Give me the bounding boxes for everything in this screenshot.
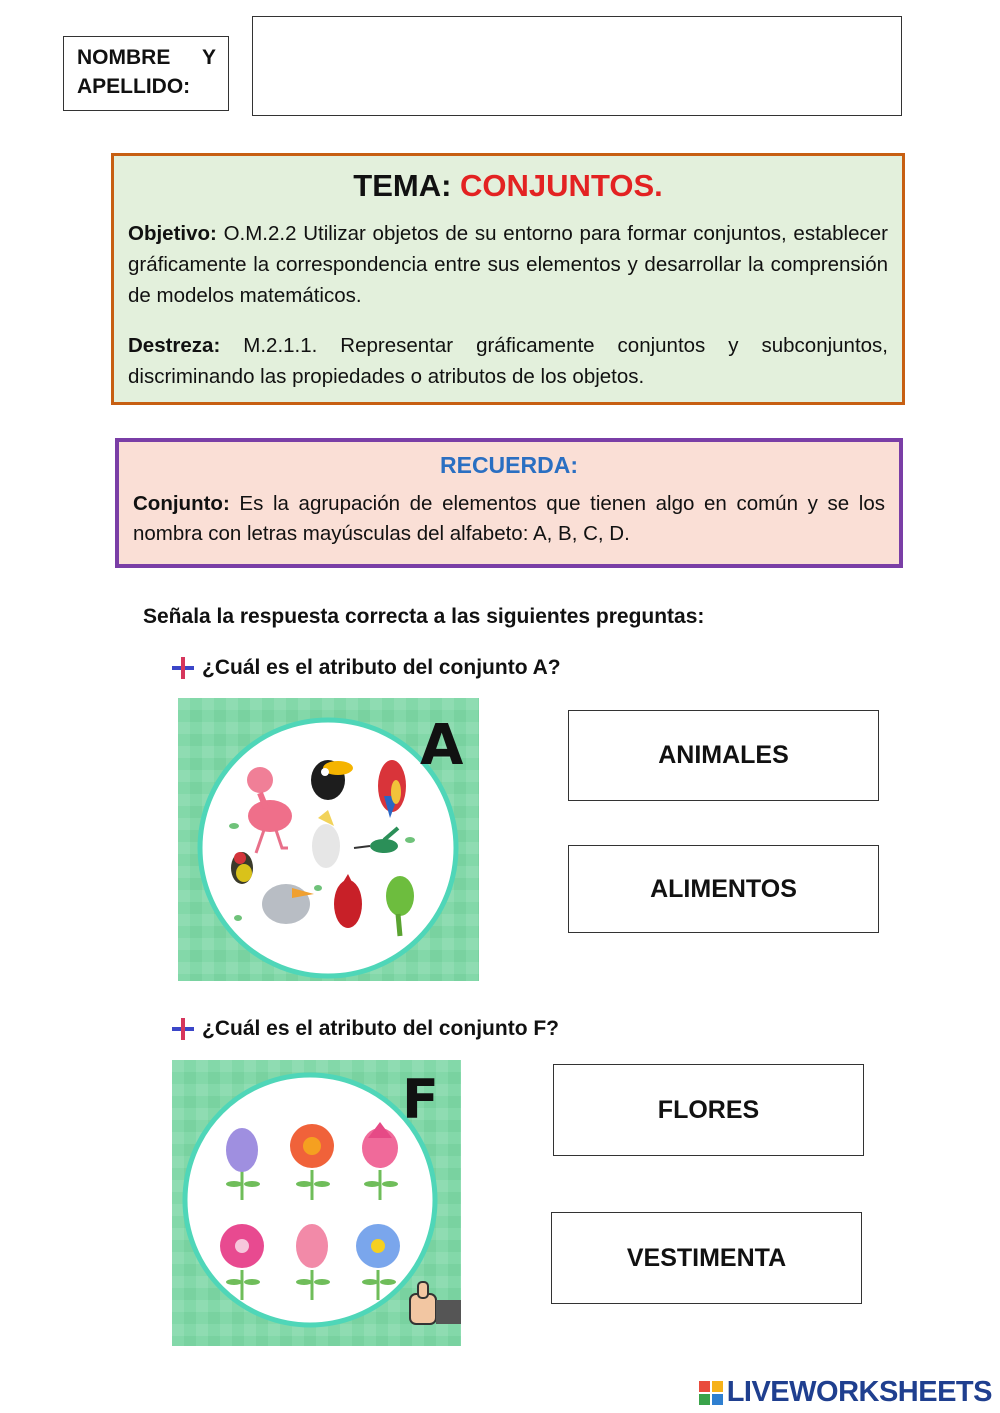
flower-blue-icon bbox=[356, 1224, 400, 1268]
bullet-cross-icon bbox=[172, 1018, 194, 1040]
objetivo-paragraph bbox=[128, 218, 888, 311]
name-label-line2: APELLIDO: bbox=[77, 75, 191, 98]
objetivo-text: O.M.2.2 Utilizar objetos de su entorno para formar conjuntos, establecer gráficamente la correspondencia entre sus elementos y desarrollar la comprensión de modelos matemáticos. bbox=[128, 222, 888, 307]
set-a-image bbox=[178, 698, 479, 981]
name-label-word-nombre: NOMBRE bbox=[77, 46, 171, 69]
question-2-text: ¿Cuál es el atributo del conjunto F? bbox=[202, 1017, 560, 1040]
tema-prefix: TEMA: bbox=[353, 168, 452, 203]
instruction-text: Señala la respuesta correcta a las siguientes preguntas: bbox=[143, 605, 705, 628]
set-f-letter: F bbox=[402, 1068, 439, 1131]
conjunto-label: Conjunto: bbox=[133, 492, 230, 515]
destreza-text: M.2.1.1. Representar gráficamente conjuntos y subconjuntos, discriminando las propiedades o atributos de los objetos. bbox=[128, 334, 888, 388]
flower-orange-icon bbox=[290, 1124, 334, 1168]
bullet-cross-icon bbox=[172, 657, 194, 679]
name-label bbox=[63, 36, 229, 111]
name-input-field[interactable] bbox=[252, 16, 902, 116]
tema-title: CONJUNTOS. bbox=[460, 168, 663, 203]
set-f-image bbox=[172, 1060, 461, 1346]
liveworksheets-logo-icon bbox=[699, 1381, 723, 1405]
option-alimentos-button[interactable]: ALIMENTOS bbox=[568, 845, 879, 933]
objetivo-label: Objetivo: bbox=[128, 222, 217, 245]
recuerda-title: RECUERDA: bbox=[440, 452, 578, 478]
option-flores-button[interactable]: FLORES bbox=[553, 1064, 864, 1156]
recuerda-box bbox=[115, 438, 903, 568]
option-animales-button[interactable]: ANIMALES bbox=[568, 710, 879, 801]
destreza-paragraph bbox=[128, 330, 888, 392]
tulip-rose-icon bbox=[296, 1224, 328, 1268]
recuerda-paragraph bbox=[133, 489, 885, 549]
tulip-purple-icon bbox=[226, 1128, 258, 1172]
set-a-illustration bbox=[178, 698, 479, 981]
liveworksheets-logo bbox=[699, 1376, 992, 1409]
set-f-illustration bbox=[172, 1060, 461, 1346]
conjunto-text: Es la agrupación de elementos que tienen algo en común y se los nombra con letras mayúsculas del alfabeto: A, B, C, D. bbox=[133, 492, 885, 545]
name-label-word-y: Y bbox=[201, 46, 216, 69]
destreza-label: Destreza: bbox=[128, 334, 221, 357]
question-1 bbox=[172, 656, 561, 680]
question-2 bbox=[172, 1017, 559, 1041]
finch-icon bbox=[231, 852, 253, 884]
tema-heading bbox=[128, 168, 888, 204]
liveworksheets-brand: LIVEWORKSHEETS bbox=[726, 1376, 992, 1408]
option-vestimenta-button[interactable]: VESTIMENTA bbox=[551, 1212, 862, 1304]
question-1-text: ¿Cuál es el atributo del conjunto A? bbox=[202, 656, 561, 679]
tema-box bbox=[111, 153, 905, 405]
flower-magenta-icon bbox=[220, 1224, 264, 1268]
set-a-letter: A bbox=[420, 713, 464, 778]
